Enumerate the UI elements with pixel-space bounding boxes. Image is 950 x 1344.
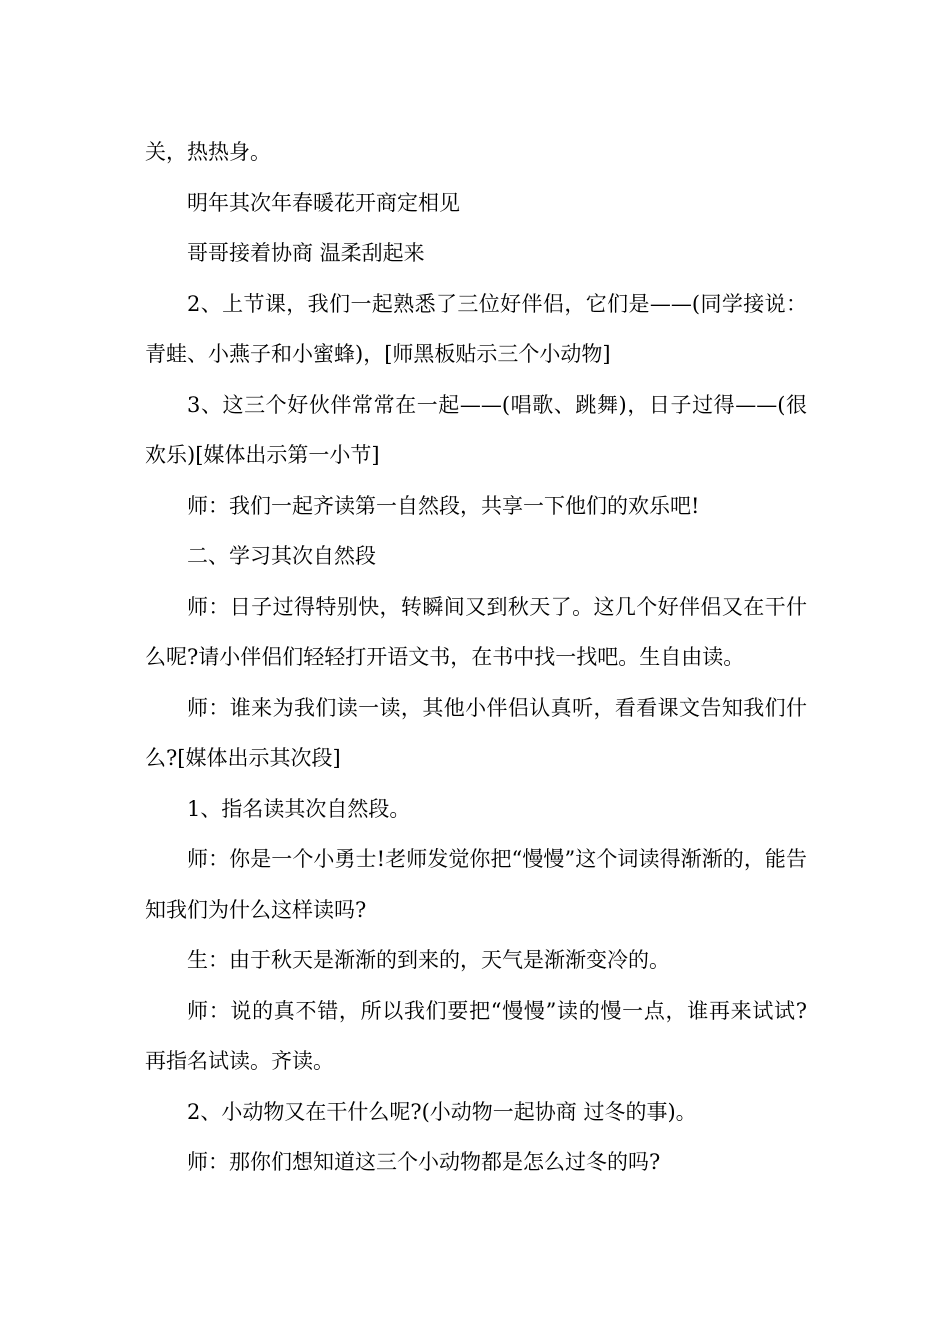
paragraph-6: 师：我们一起齐读第一自然段，共享一下他们的欢乐吧! [187,493,700,518]
paragraph-13: 师：说的真不错，所以我们要把“慢慢”读的慢一点，谁再来试试?再指名试读。齐读。 [145,998,807,1073]
document-page [145,127,807,1188]
paragraph-11: 师：你是一个小勇士!老师发觉你把“慢慢”这个词读得渐渐的，能告知我们为什么这样读吗? [145,847,807,922]
paragraph-14: 2、小动物又在干什么呢?(小动物一起协商 过冬的事)。 [187,1099,697,1124]
paragraph-1: 关，热热身。 [145,140,271,164]
paragraph-12: 生：由于秋天是渐渐的到来的，天气是渐渐变冷的。 [187,948,670,972]
paragraph-10: 1、指名读其次自然段。 [187,796,411,821]
paragraph-5: 3、这三个好伙伴常常在一起——(唱歌、跳舞)，日子过得——(很欢乐)[媒体出示第一小节] [145,392,807,467]
section-heading: 二、学习其次自然段 [187,544,376,568]
paragraph-3: 哥哥接着协商 温柔刮起来 [187,241,425,265]
paragraph-8: 师：日子过得特别快，转瞬间又到秋天了。这几个好伴侣又在干什么呢?请小伴侣们轻轻打开语文书，在书中找一找吧。生自由读。 [145,594,807,669]
paragraph-4: 2、上节课，我们一起熟悉了三位好伴侣，它们是——(同学接说：青蛙、小燕子和小蜜蜂)，[师黑板贴示三个小动物] [145,291,807,366]
paragraph-15: 师：那你们想知道这三个小动物都是怎么过冬的吗? [187,1150,661,1174]
paragraph-2: 明年其次年春暖花开商定相见 [187,190,460,215]
paragraph-9: 师：谁来为我们读一读，其他小伴侣认真听，看看课文告知我们什么?[媒体出示其次段] [145,695,807,770]
